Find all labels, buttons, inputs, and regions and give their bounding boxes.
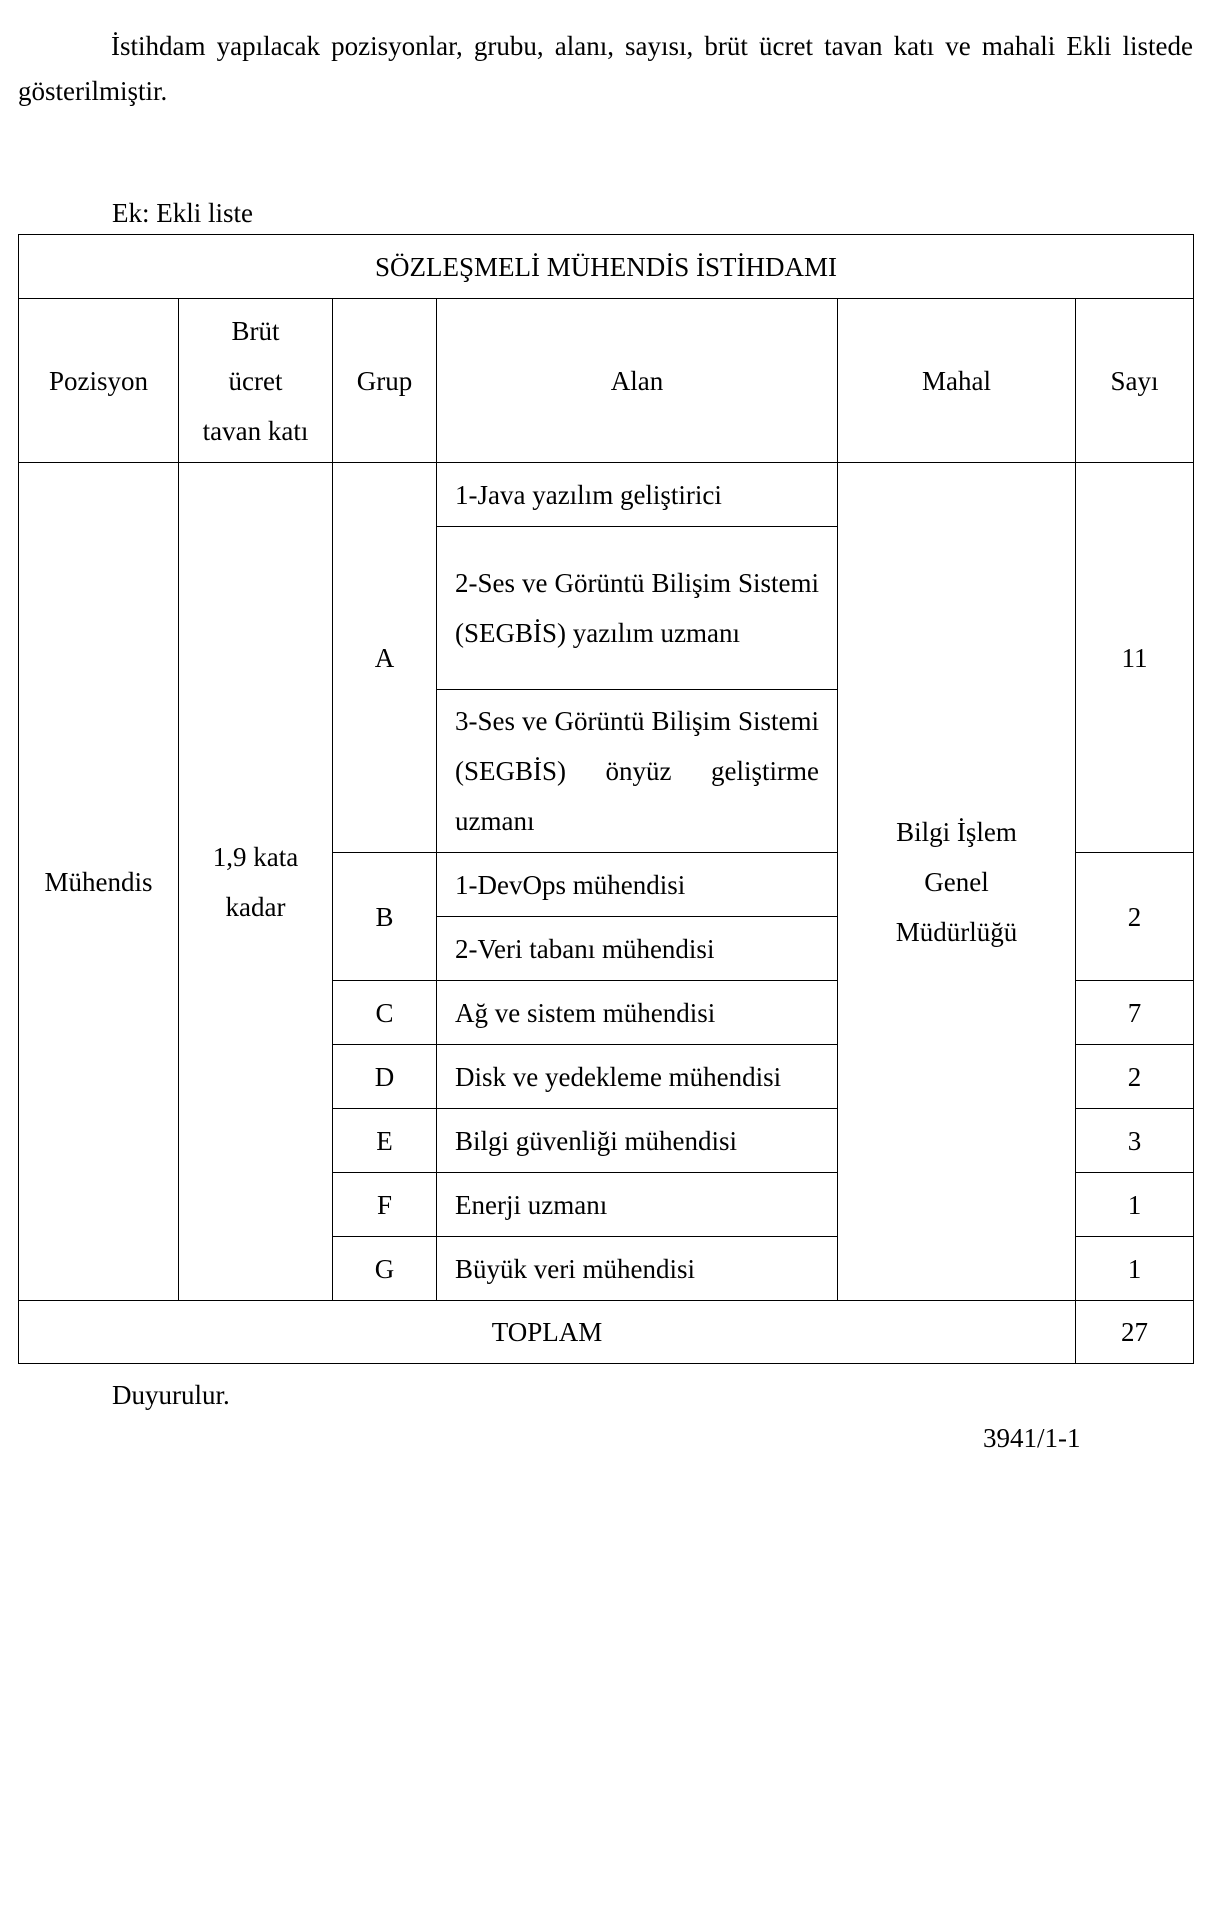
intro-paragraph: İstihdam yapılacak pozisyonlar, grubu, alanı, sayısı, brüt ücret tavan katı ve mahali Ekli listede gösterilmiştir. xyxy=(18,31,1193,106)
grup-cell: C xyxy=(333,981,437,1045)
brut-ucret-cell xyxy=(179,463,333,1301)
alan-cell: Enerji uzmanı xyxy=(437,1173,838,1237)
mahal-line: Genel xyxy=(924,866,989,897)
total-label: TOPLAM xyxy=(19,1301,1076,1364)
alan-cell: Ağ ve sistem mühendisi xyxy=(437,981,838,1045)
table-title: SÖZLEŞMELİ MÜHENDİS İSTİHDAMI xyxy=(19,235,1194,299)
alan-cell: 3-Ses ve Görüntü Bilişim Sistemi (SEGBİS) önyüz geliştirme uzmanı xyxy=(437,690,838,853)
header-alan: Alan xyxy=(437,299,838,463)
header-pozisyon: Pozisyon xyxy=(19,299,179,463)
employment-table xyxy=(18,234,1194,1364)
header-brut-ucret xyxy=(179,299,333,463)
sayi-cell: 1 xyxy=(1076,1237,1194,1301)
header-brut-line: Brüt xyxy=(231,315,280,346)
alan-cell: 1-Java yazılım geliştirici xyxy=(437,463,838,527)
grup-cell: F xyxy=(333,1173,437,1237)
sayi-cell: 2 xyxy=(1076,853,1194,981)
pozisyon-cell: Mühendis xyxy=(19,463,179,1301)
grup-cell: G xyxy=(333,1237,437,1301)
header-brut-line: tavan katı xyxy=(202,415,309,446)
sayi-cell: 2 xyxy=(1076,1045,1194,1109)
header-grup: Grup xyxy=(333,299,437,463)
alan-cell: 2-Veri tabanı mühendisi xyxy=(437,917,838,981)
sayi-cell: 11 xyxy=(1076,463,1194,853)
header-brut-line: ücret xyxy=(228,365,283,396)
sayi-cell: 1 xyxy=(1076,1173,1194,1237)
grup-cell: E xyxy=(333,1109,437,1173)
grup-cell: D xyxy=(333,1045,437,1109)
reference-number: 3941/1-1 xyxy=(983,1423,1081,1453)
mahal-line: Bilgi İşlem xyxy=(896,816,1017,847)
sayi-cell: 7 xyxy=(1076,981,1194,1045)
grup-cell: A xyxy=(333,463,437,853)
mahal-line: Müdürlüğü xyxy=(895,916,1018,947)
mahal-cell xyxy=(838,463,1076,1301)
alan-cell: 1-DevOps mühendisi xyxy=(437,853,838,917)
alan-cell: Bilgi güvenliği mühendisi xyxy=(437,1109,838,1173)
brut-line: kadar xyxy=(225,891,286,922)
sayi-cell: 3 xyxy=(1076,1109,1194,1173)
grup-cell: B xyxy=(333,853,437,981)
total-value: 27 xyxy=(1076,1301,1194,1364)
alan-cell: 2-Ses ve Görüntü Bilişim Sistemi (SEGBİS) yazılım uzmanı xyxy=(437,527,838,690)
header-sayi: Sayı xyxy=(1076,299,1194,463)
header-mahal: Mahal xyxy=(838,299,1076,463)
brut-line: 1,9 kata xyxy=(212,841,299,872)
attachment-label: Ek: Ekli liste xyxy=(112,198,253,228)
closing-text: Duyurulur. xyxy=(112,1380,230,1410)
alan-cell: Disk ve yedekleme mühendisi xyxy=(437,1045,838,1109)
alan-cell: Büyük veri mühendisi xyxy=(437,1237,838,1301)
